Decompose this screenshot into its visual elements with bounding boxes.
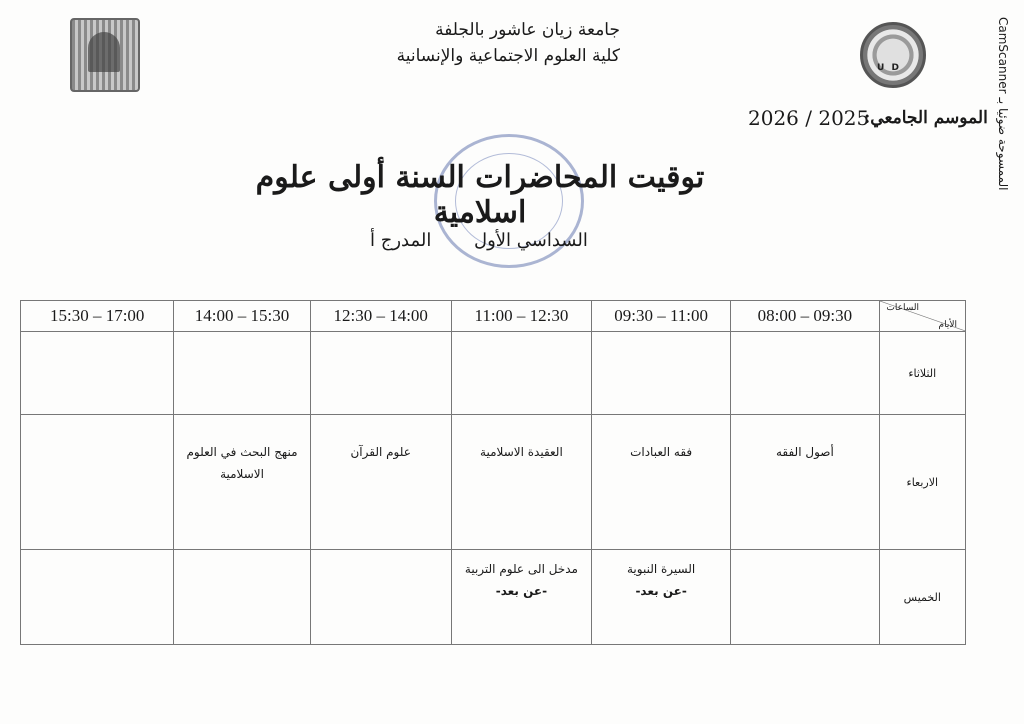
table-row <box>21 550 966 645</box>
season-label: الموسم الجامعي: <box>864 108 988 128</box>
semester-label: السداسي الأول <box>474 230 588 251</box>
course-cell: فقه العبادات <box>592 415 731 550</box>
time-slot-header: 12:30 – 14:00 <box>310 301 451 332</box>
course-cell <box>451 332 591 415</box>
course-cell: علوم القرآن <box>310 415 451 550</box>
time-slot-header: 11:00 – 12:30 <box>451 301 591 332</box>
time-slot-header: 09:30 – 11:00 <box>592 301 731 332</box>
faculty-name: كلية العلوم الاجتماعية والإنسانية <box>396 46 620 66</box>
time-slot-header: 08:00 – 09:30 <box>731 301 879 332</box>
season-value: 2026 / 2025 <box>748 106 870 130</box>
course-cell <box>174 550 310 645</box>
timetable-header-row <box>21 301 966 332</box>
course-title: مدخل الى علوم التربية <box>464 562 578 576</box>
course-mode: -عن بعد- <box>495 584 548 598</box>
course-cell <box>174 332 310 415</box>
course-cell <box>21 332 174 415</box>
corner-hours-label: الساعات <box>886 302 919 312</box>
course-cell: العقيدة الاسلامية <box>451 415 591 550</box>
time-slot-header: 14:00 – 15:30 <box>174 301 310 332</box>
faculty-seal-logo <box>860 22 926 88</box>
course-cell <box>731 332 879 415</box>
timetable <box>20 300 966 645</box>
course-cell <box>592 550 731 645</box>
course-cell: أصول الفقه <box>731 415 879 550</box>
table-row <box>21 415 966 550</box>
course-cell <box>21 550 174 645</box>
course-mode: -عن بعد- <box>635 584 687 598</box>
scanner-watermark: الممسوحة ضوئيا بـ CamScanner <box>996 16 1010 190</box>
course-cell <box>451 550 591 645</box>
day-label: الثلاثاء <box>879 332 965 415</box>
day-label: الاربعاء <box>879 415 965 550</box>
course-cell: منهج البحث في العلوم الاسلامية <box>174 415 310 550</box>
course-cell <box>21 415 174 550</box>
time-slot-header: 15:30 – 17:00 <box>21 301 174 332</box>
course-cell <box>310 332 451 415</box>
university-logo <box>70 18 140 92</box>
course-cell <box>310 550 451 645</box>
day-label: الخميس <box>879 550 965 645</box>
corner-days-label: الأيام <box>938 319 957 329</box>
page-title: توقيت المحاضرات السنة أولى علوم اسلامية <box>255 160 705 230</box>
course-cell <box>592 332 731 415</box>
course-cell <box>731 550 879 645</box>
table-row <box>21 332 966 415</box>
university-name: جامعة زيان عاشور بالجلفة <box>435 20 620 40</box>
hall-label: المدرج أ <box>370 230 432 251</box>
course-title: السيرة النبوية <box>627 562 696 576</box>
corner-header <box>879 301 965 332</box>
